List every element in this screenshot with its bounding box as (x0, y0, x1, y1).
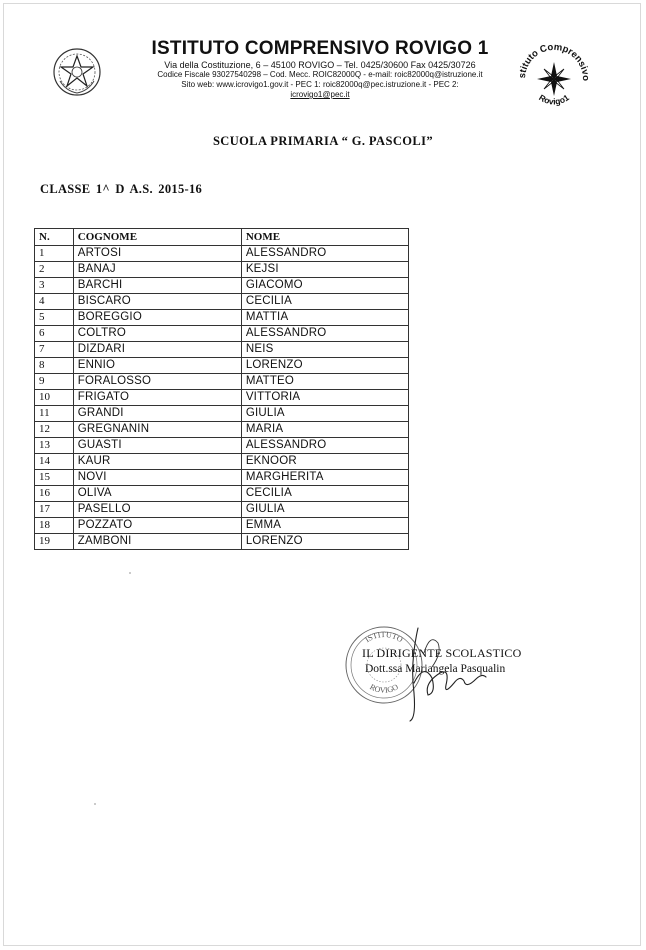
cell-surname: FRIGATO (73, 390, 241, 406)
cell-number: 19 (35, 534, 74, 550)
cell-name: CECILIA (241, 294, 408, 310)
table-body (35, 246, 409, 550)
cell-surname: NOVI (73, 470, 241, 486)
cell-surname: ZAMBONI (73, 534, 241, 550)
cell-surname: PASELLO (73, 502, 241, 518)
table-row (35, 358, 409, 374)
logo-text-bottom: Rovigo1 (537, 92, 571, 107)
table-row (35, 374, 409, 390)
fiscal-line: Codice Fiscale 93027540298 – Cod. Mecc. ROIC82000Q - e-mail: roic82000q@istruzione.it (157, 70, 483, 79)
web-line: Sito web: www.icrovigo1.gov.it - PEC 1: roic82000q@pec.istruzione.it - PEC 2: (181, 80, 459, 89)
scan-speck (94, 803, 96, 805)
cell-name: MARGHERITA (241, 470, 408, 486)
address-line: Via della Costituzione, 6 – 45100 ROVIGO – Tel. 0425/30600 Fax 0425/30726 (164, 60, 476, 70)
cell-surname: GUASTI (73, 438, 241, 454)
cell-number: 15 (35, 470, 74, 486)
stamp-text-bottom: ROVIGO (368, 682, 400, 695)
cell-surname: BARCHI (73, 278, 241, 294)
cell-number: 7 (35, 342, 74, 358)
table-row (35, 454, 409, 470)
cell-name: LORENZO (241, 358, 408, 374)
cell-surname: DIZDARI (73, 342, 241, 358)
table-row (35, 310, 409, 326)
cell-surname: ARTOSI (73, 246, 241, 262)
cell-number: 2 (35, 262, 74, 278)
cell-name: GIULIA (241, 502, 408, 518)
cell-name: ALESSANDRO (241, 326, 408, 342)
cell-surname: OLIVA (73, 486, 241, 502)
cell-name: KEJSI (241, 262, 408, 278)
cell-number: 12 (35, 422, 74, 438)
pec2-link[interactable]: icrovigo1@pec.it (290, 90, 350, 99)
cell-surname: ENNIO (73, 358, 241, 374)
logo-text-top: stituto Comprensivo (516, 41, 592, 82)
table-row (35, 422, 409, 438)
school-compass-logo-icon (513, 41, 595, 113)
cell-name: MATTEO (241, 374, 408, 390)
table-row (35, 470, 409, 486)
cell-name: GIULIA (241, 406, 408, 422)
cell-name: LORENZO (241, 534, 408, 550)
cell-number: 8 (35, 358, 74, 374)
table-row (35, 438, 409, 454)
cell-surname: GREGNANIN (73, 422, 241, 438)
cell-number: 17 (35, 502, 74, 518)
cell-number: 6 (35, 326, 74, 342)
table-row (35, 518, 409, 534)
school-name: SCUOLA PRIMARIA “ G. PASCOLI” (212, 134, 434, 148)
cell-name: MATTIA (241, 310, 408, 326)
header-name: NOME (241, 229, 408, 246)
cell-surname: POZZATO (73, 518, 241, 534)
cell-name: VITTORIA (241, 390, 408, 406)
cell-name: ALESSANDRO (241, 438, 408, 454)
cell-surname: COLTRO (73, 326, 241, 342)
cell-surname: FORALOSSO (73, 374, 241, 390)
table-row (35, 406, 409, 422)
table-row (35, 502, 409, 518)
cell-surname: BANAJ (73, 262, 241, 278)
table-row (35, 486, 409, 502)
cell-surname: BISCARO (73, 294, 241, 310)
table-row (35, 246, 409, 262)
table-row (35, 294, 409, 310)
cell-name: EMMA (241, 518, 408, 534)
institute-title: ISTITUTO COMPRENSIVO ROVIGO 1 (151, 38, 489, 59)
letterhead (120, 38, 520, 100)
student-roster-table (34, 228, 409, 550)
cell-number: 9 (35, 374, 74, 390)
stamp-text-top: ISTITUTO (363, 629, 405, 645)
cell-number: 14 (35, 454, 74, 470)
cell-number: 3 (35, 278, 74, 294)
table-row (35, 390, 409, 406)
table-row (35, 326, 409, 342)
signatory-role: IL DIRIGENTE SCOLASTICO (362, 646, 522, 660)
cell-surname: BOREGGIO (73, 310, 241, 326)
table-header-row (35, 229, 409, 246)
italian-republic-emblem-icon (52, 47, 102, 97)
cell-name: GIACOMO (241, 278, 408, 294)
cell-number: 11 (35, 406, 74, 422)
table-row (35, 534, 409, 550)
cell-number: 4 (35, 294, 74, 310)
cell-name: ALESSANDRO (241, 246, 408, 262)
scan-speck (129, 572, 131, 574)
cell-number: 10 (35, 390, 74, 406)
cell-name: MARIA (241, 422, 408, 438)
signatory-name: Dott.ssa Mariangela Pasqualin (365, 663, 506, 675)
class-line: CLASSE 1^ D A.S. 2015-16 (40, 182, 203, 196)
handwritten-signature (380, 623, 490, 723)
cell-number: 13 (35, 438, 74, 454)
cell-number: 18 (35, 518, 74, 534)
cell-number: 16 (35, 486, 74, 502)
table-row (35, 342, 409, 358)
cell-name: EKNOOR (241, 454, 408, 470)
header-number: N. (35, 229, 74, 246)
cell-number: 1 (35, 246, 74, 262)
cell-surname: GRANDI (73, 406, 241, 422)
cell-name: CECILIA (241, 486, 408, 502)
cell-number: 5 (35, 310, 74, 326)
cell-name: NEIS (241, 342, 408, 358)
cell-surname: KAUR (73, 454, 241, 470)
table-row (35, 278, 409, 294)
table-row (35, 262, 409, 278)
header-surname: COGNOME (73, 229, 241, 246)
